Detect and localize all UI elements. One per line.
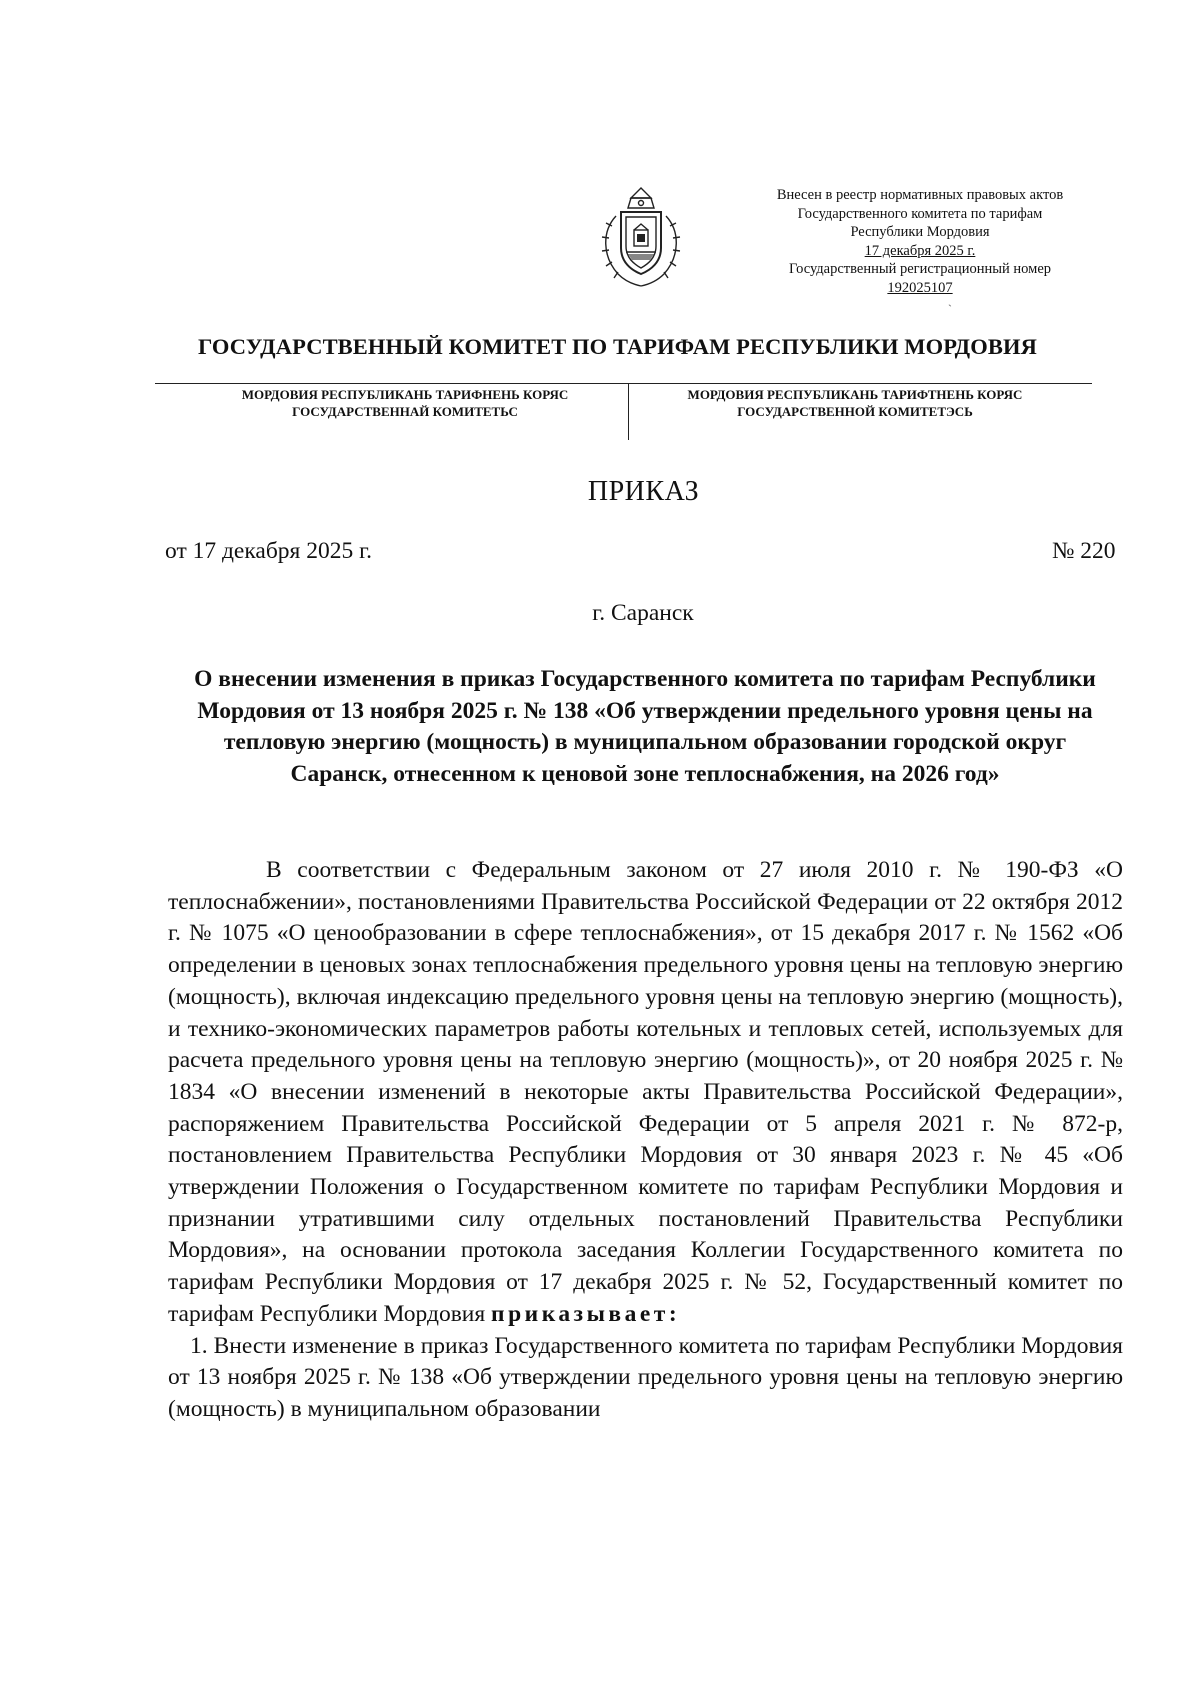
orders-colon: : (668, 1300, 677, 1327)
header-divider (155, 383, 1092, 384)
registry-number: 192025107 (887, 279, 953, 296)
paragraph-text: В соответствии с Федеральным законом от 27 июля 2010 г. № 190-ФЗ «О теплоснабжении», постановлениями Правительства Российской Федерации от 22 октября 2012 г. № 1075 «О ценообразовании в сфере теплоснабжения», от 15 декабря 2017 г. № 1562 «Об определении в ценовых зонах теплоснабжения предельного уровня цены на тепловую энергию (мощность), включая индексацию предельного уровня цены на тепловую энергию (мощность), и технико-экономических параметров работы котельных и тепловых сетей, используемых для расчета предельного уровня цены на тепловую энергию (мощность)», от 20 ноября 2025 г. № 1834 «О внесении изменений в некоторые акты Правительства Российской Федерации», распоряжением Правительства Российской Федерации от 5 апреля 2021 г. № 872-р, постановлением Правительства Республики Мордовия от 30 января 2023 г. № 45 «Об утверждении Положения о Государственном комитете по тарифам Республики Мордовия и признании утратившими силу отдельных постановлений Правительства Республики Мордовия», на основании протокола заседания Коллегии Государственного комитета по тарифам Республики Мордовия от 17 декабря 2025 г. № 52, Государственный комитет по тарифам Республики Мордовия (168, 857, 1123, 1327)
order-heading: О внесении изменения в приказ Государственного комитета по тарифам Республики Мордовия от 13 ноября 2025 г. № 138 «Об утверждении предельного уровня цены на тепловую энергию (мощность) в муниципальном образовании городской округ Саранск, отнесенном к ценовой зоне теплоснабжения, на 2026 год» (194, 666, 1096, 787)
order-date: от 17 декабря 2025 г. (165, 538, 372, 564)
org-name-line: МОРДОВИЯ РЕСПУБЛИКАНЬ ТАРИФНЕНЬ КОРЯС (241, 387, 569, 402)
registry-line: Государственного комитета по тарифам (797, 205, 1043, 222)
stray-mark: ˋ (948, 302, 952, 316)
organization-title: ГОСУДАРСТВЕННЫЙ КОМИТЕТ ПО ТАРИФАМ РЕСПУБЛИКИ МОРДОВИЯ (198, 334, 1037, 359)
orders-word: приказывает (491, 1300, 669, 1327)
registry-line: Государственный регистрационный номер (788, 261, 1052, 277)
registry-stamp (720, 186, 1120, 297)
org-name-line: ГОСУДАРСТВЕННОЙ КОМИТЕТЭСЬ (737, 404, 973, 419)
order-body (168, 855, 1123, 1426)
registry-date: 17 декабря 2025 г. (864, 242, 976, 259)
org-name-line: ГОСУДАРСТВЕННАЙ КОМИТЕТЬС (292, 404, 518, 419)
body-paragraph-2: 1. Внести изменение в приказ Государственного комитета по тарифам Республики Мордовия от 13 ноября 2025 г. № 138 «Об утверждении предельного уровня цены на тепловую энергию (мощность) в муниципальном образовании (168, 1332, 1123, 1422)
registry-line: Внесен в реестр нормативных правовых актов (776, 187, 1064, 203)
org-name-erzya (640, 386, 1070, 420)
registry-line: Республики Мордовия (850, 224, 990, 240)
org-name-moksha (190, 386, 620, 420)
body-paragraph-1 (168, 855, 1123, 1331)
coat-of-arms-icon (596, 186, 686, 288)
order-city: г. Саранск (592, 600, 694, 626)
document-type: ПРИКАЗ (587, 476, 700, 507)
order-number: № 220 (1052, 538, 1116, 564)
header-column-divider (628, 384, 629, 440)
org-name-line: МОРДОВИЯ РЕСПУБЛИКАНЬ ТАРИФТНЕНЬ КОРЯС (687, 387, 1023, 402)
